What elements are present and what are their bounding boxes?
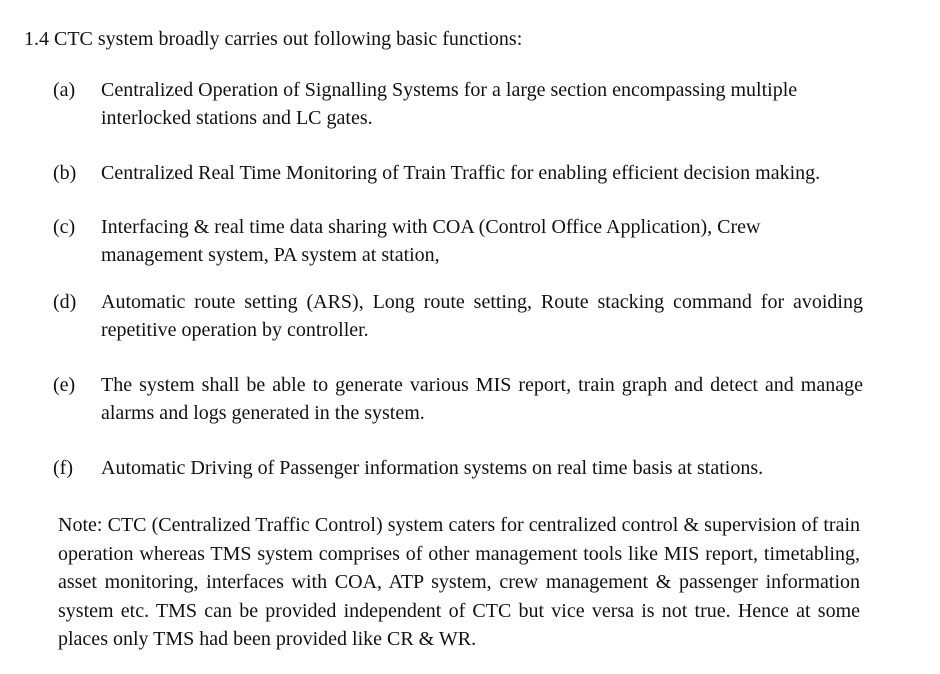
note-paragraph: Note: CTC (Centralized Traffic Control) system caters for centralized control & supervision of train operation whereas TMS system comprises of other management tools like MIS report, timetabling, asset monitoring, interfaces with COA, ATP system, crew management & passenger information system etc. TMS can be provided independent of CTC but vice versa is not true. Hence at some places only TMS had been provided like CR & WR. (58, 514, 860, 651)
list-item-text: Automatic Driving of Passenger information systems on real time basis at stations. (101, 457, 764, 479)
list-item-marker: (f) (53, 457, 73, 479)
list-item-marker: (d) (53, 291, 77, 313)
list-item-marker: (e) (53, 374, 76, 396)
list-item-marker: (a) (53, 79, 76, 101)
list-item-marker: (b) (53, 162, 77, 184)
list-item-marker: (c) (53, 216, 76, 238)
section-heading: 1.4 CTC system broadly carries out following basic functions: (24, 28, 523, 50)
list-item-text: Centralized Operation of Signalling Systems for a large section encompassing multiple interlocked stations and LC gates. (101, 79, 798, 129)
list-item-text: Interfacing & real time data sharing with COA (Control Office Application), Crew management system, PA system at station, (101, 216, 761, 266)
list-item-text: Automatic route setting (ARS), Long route setting, Route stacking command for avoiding repetitive operation by controller. (101, 291, 863, 341)
list-item-text: The system shall be able to generate various MIS report, train graph and detect and manage alarms and logs generated in the system. (101, 374, 863, 424)
list-item-text: Centralized Real Time Monitoring of Train Traffic for enabling efficient decision making. (101, 162, 821, 184)
